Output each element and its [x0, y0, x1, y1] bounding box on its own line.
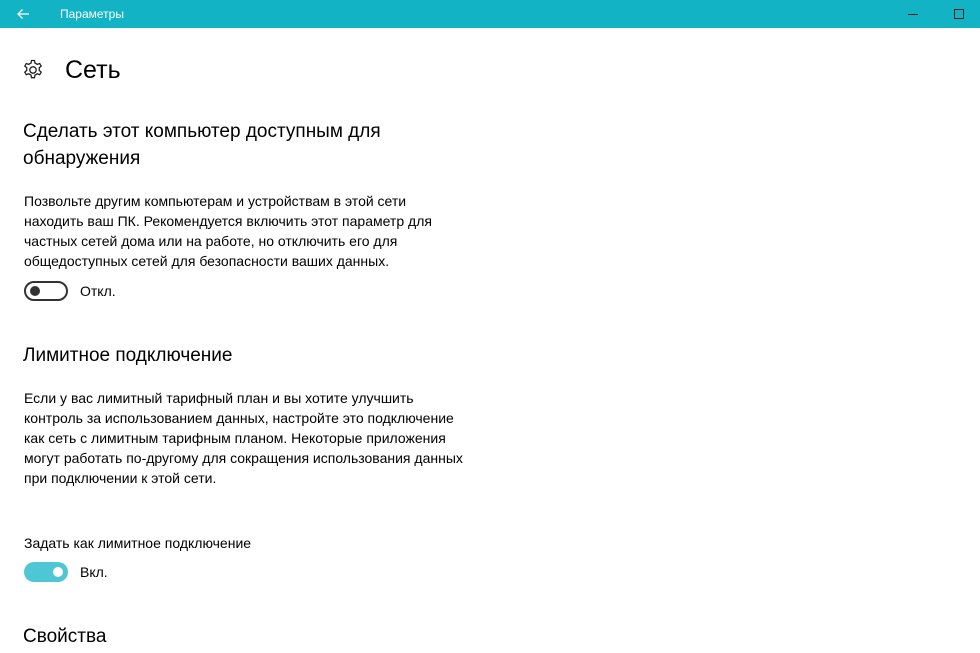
discovery-description: Позвольте другим компьютерам и устройствам в этой сети находить ваш ПК. Рекомендуется включить этот параметр для частных сетей дома или на работе, но отключить его для общедоступных сетей для безопасности ваших данных.	[24, 193, 432, 269]
page-title: Сеть	[65, 55, 121, 84]
back-button[interactable]	[0, 0, 46, 28]
metered-toggle-row	[24, 562, 108, 582]
app-title: Параметры	[60, 7, 124, 21]
discovery-toggle-row	[24, 281, 116, 301]
gear-icon	[22, 59, 44, 81]
toggle-knob	[30, 286, 40, 296]
page-header	[22, 54, 121, 86]
metered-toggle[interactable]	[24, 562, 68, 582]
discovery-toggle-state: Откл.	[80, 283, 116, 299]
minimize-button[interactable]	[890, 0, 936, 28]
discovery-section-title	[23, 118, 381, 172]
metered-toggle-state: Вкл.	[80, 564, 108, 580]
maximize-icon	[953, 8, 965, 20]
toggle-knob	[53, 567, 63, 577]
maximize-button[interactable]	[936, 0, 980, 28]
discovery-title-line1: Сделать этот компьютер доступным для	[23, 121, 381, 142]
metered-setting-label: Задать как лимитное подключение	[24, 535, 252, 551]
minimize-icon	[907, 8, 919, 20]
back-arrow-icon	[16, 8, 30, 20]
properties-section-title: Свойства	[23, 626, 107, 647]
metered-description: Если у вас лимитный тарифный план и вы хотите улучшить контроль за использованием данных, настройте это подключение как сеть с лимитным тарифным планом. Некоторые приложения могут работать по-другому для сокращения использования данных при подключении к этой сети.	[24, 390, 463, 486]
metered-section-title: Лимитное подключение	[23, 345, 233, 366]
discovery-toggle[interactable]	[24, 281, 68, 301]
title-bar	[0, 0, 980, 28]
discovery-title-line2: обнаружения	[23, 148, 141, 169]
